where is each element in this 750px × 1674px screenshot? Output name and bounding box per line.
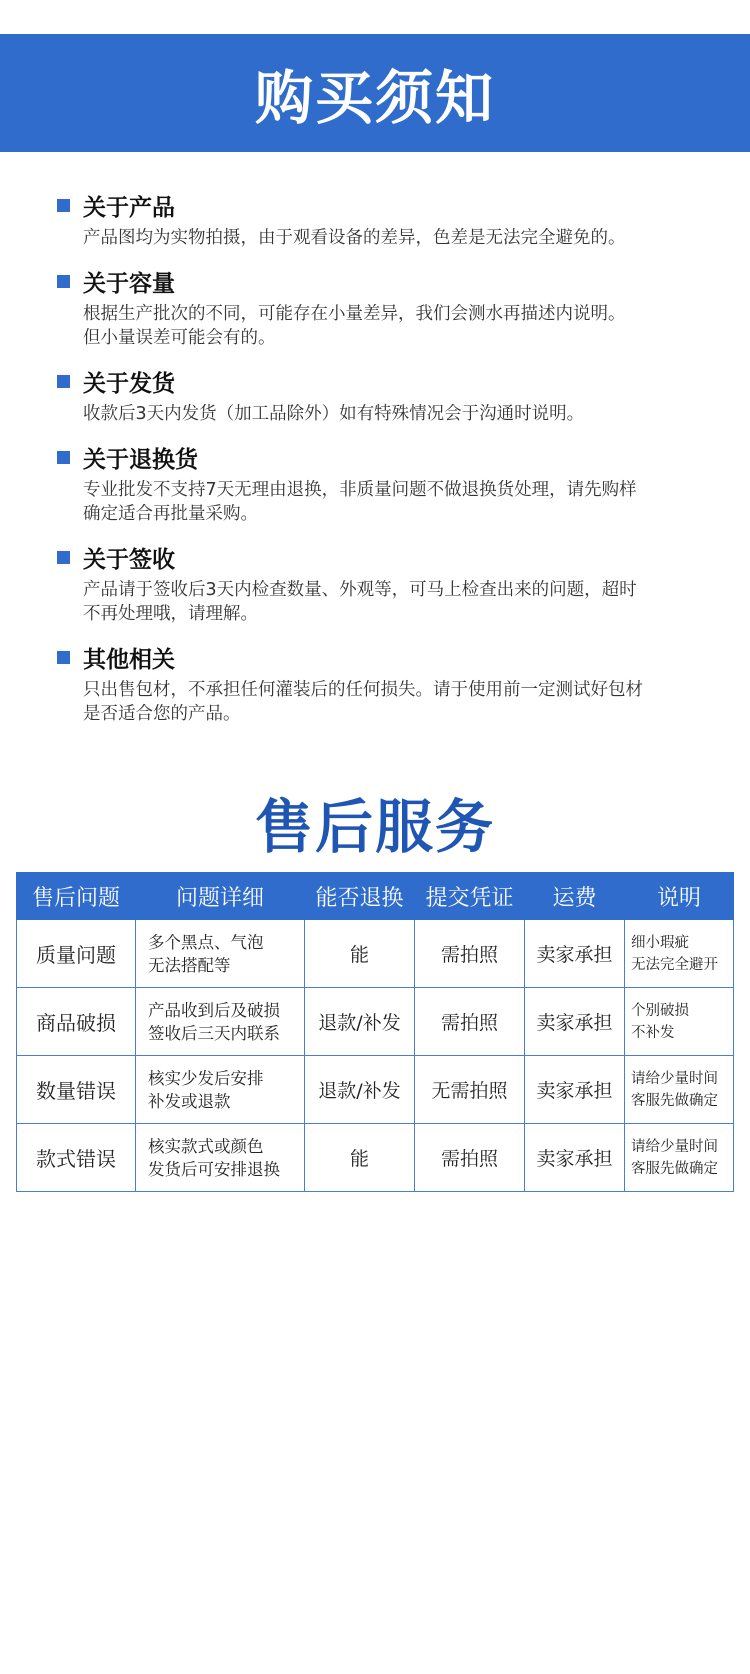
note-title: 关于退换货: [83, 446, 198, 473]
square-bullet-icon: [57, 199, 70, 212]
note-returns: [57, 440, 737, 526]
table-cell: 核实少发后安排 补发或退款: [136, 1056, 305, 1124]
note-capacity: [57, 264, 737, 350]
page-title: 购买须知: [254, 64, 495, 132]
service-title: 售后服务: [254, 793, 495, 861]
table-cell: 请给少量时间 客服先做确定: [625, 1124, 734, 1192]
after-sales-table: [16, 872, 734, 1192]
note-title: 关于容量: [83, 270, 175, 297]
table-cell: 能: [305, 920, 415, 988]
table-cell: 能: [305, 1124, 415, 1192]
table-cell: 需拍照: [415, 988, 525, 1056]
table-cell: 个别破损 不补发: [625, 988, 734, 1056]
table-row: [17, 920, 734, 988]
column-header: 提交凭证: [415, 873, 525, 920]
note-title: 关于签收: [83, 546, 175, 573]
table-cell: 质量问题: [17, 920, 136, 988]
table-cell: 数量错误: [17, 1056, 136, 1124]
table-cell: 卖家承担: [525, 1124, 625, 1192]
column-header: 说明: [625, 873, 734, 920]
note-product: [57, 188, 737, 250]
column-header: 问题详细: [136, 873, 305, 920]
note-other: [57, 640, 737, 726]
square-bullet-icon: [57, 275, 70, 288]
purchase-notes: [57, 188, 737, 740]
column-header: 运费: [525, 873, 625, 920]
table-row: [17, 988, 734, 1056]
table-cell: 产品收到后及破损 签收后三天内联系: [136, 988, 305, 1056]
table-cell: 退款/补发: [305, 1056, 415, 1124]
square-bullet-icon: [57, 551, 70, 564]
square-bullet-icon: [57, 651, 70, 664]
table-cell: 卖家承担: [525, 920, 625, 988]
note-title: 关于产品: [83, 194, 175, 221]
table-cell: 细小瑕疵 无法完全避开: [625, 920, 734, 988]
table-cell: 无需拍照: [415, 1056, 525, 1124]
table-cell: 多个黑点、气泡 无法搭配等: [136, 920, 305, 988]
table-cell: 款式错误: [17, 1124, 136, 1192]
note-body: 收款后3天内发货（加工品除外）如有特殊情况会于沟通时说明。: [83, 404, 585, 424]
note-body: 产品请于签收后3天内检查数量、外观等，可马上检查出来的问题，超时 不再处理哦，请理解。: [83, 580, 637, 624]
square-bullet-icon: [57, 451, 70, 464]
note-title: 关于发货: [83, 370, 175, 397]
note-receipt: [57, 540, 737, 626]
note-body: 根据生产批次的不同，可能存在小量差异，我们会测水再描述内说明。 但小量误差可能会有的。: [83, 304, 626, 348]
header-banner: [0, 34, 750, 152]
table-cell: 需拍照: [415, 1124, 525, 1192]
note-body: 产品图均为实物拍摄，由于观看设备的差异，色差是无法完全避免的。: [83, 228, 626, 248]
square-bullet-icon: [57, 375, 70, 388]
table-header-row: [17, 873, 734, 920]
table-cell: 卖家承担: [525, 1056, 625, 1124]
table-cell: 核实款式或颜色 发货后可安排退换: [136, 1124, 305, 1192]
column-header: 能否退换: [305, 873, 415, 920]
note-shipping: [57, 364, 737, 426]
table-cell: 商品破损: [17, 988, 136, 1056]
note-body: 专业批发不支持7天无理由退换，非质量问题不做退换货处理，请先购样 确定适合再批量采购。: [83, 480, 637, 524]
table-row: [17, 1056, 734, 1124]
table-cell: 请给少量时间 客服先做确定: [625, 1056, 734, 1124]
column-header: 售后问题: [17, 873, 136, 920]
table-cell: 卖家承担: [525, 988, 625, 1056]
table-cell: 退款/补发: [305, 988, 415, 1056]
table-cell: 需拍照: [415, 920, 525, 988]
note-title: 其他相关: [83, 646, 175, 673]
table-row: [17, 1124, 734, 1192]
note-body: 只出售包材，不承担任何灌装后的任何损失。请于使用前一定测试好包材 是否适合您的产品。: [83, 680, 643, 724]
